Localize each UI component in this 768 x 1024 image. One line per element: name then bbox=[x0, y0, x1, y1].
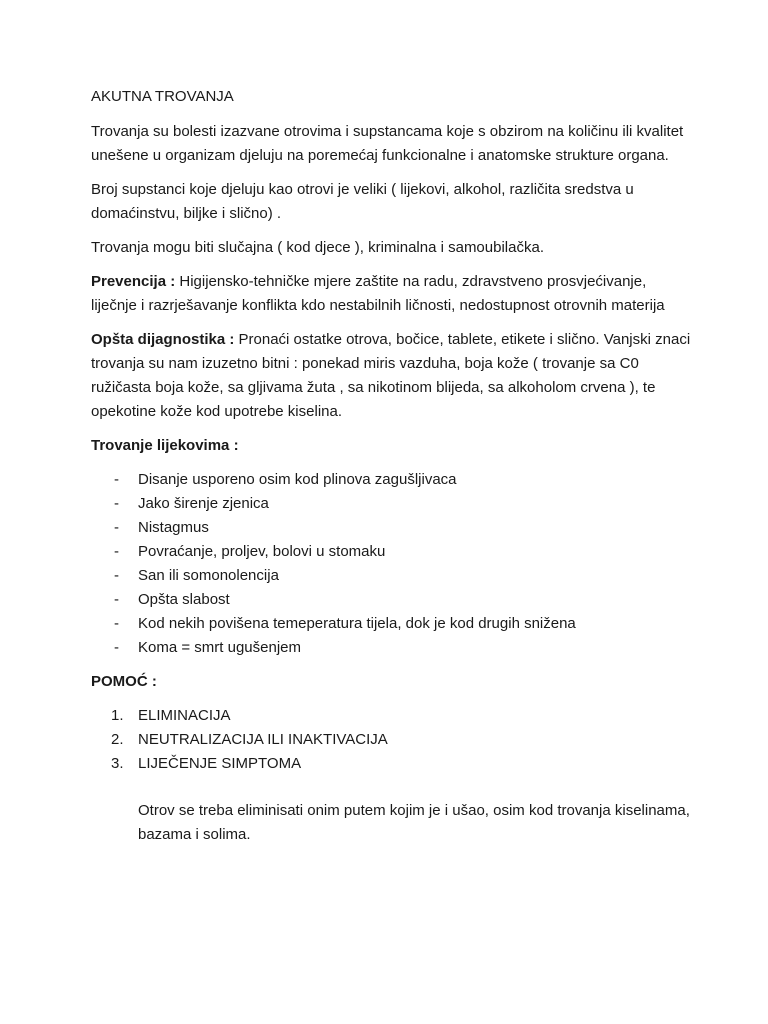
list-item bbox=[91, 540, 691, 564]
dash-marker: - bbox=[114, 639, 119, 656]
dash-marker: - bbox=[114, 519, 119, 536]
help-steps-list bbox=[91, 704, 691, 776]
symptom-text: Jako širenje zjenica bbox=[138, 495, 269, 512]
symptom-text: Nistagmus bbox=[138, 519, 209, 536]
list-item bbox=[91, 564, 691, 588]
poisoning-types-paragraph: Trovanja mogu biti slučajna ( kod djece ), kriminalna i samoubilačka. bbox=[91, 239, 544, 256]
help-heading: POMOĆ : bbox=[91, 673, 157, 690]
number-marker: 1. bbox=[111, 707, 124, 724]
prevention-paragraph bbox=[91, 270, 691, 318]
dash-marker: - bbox=[114, 543, 119, 560]
diagnostics-paragraph bbox=[91, 328, 691, 424]
symptom-text: San ili somonolencija bbox=[138, 567, 279, 584]
substances-paragraph: Broj supstanci koje djeluju kao otrovi je veliki ( lijekovi, alkohol, različita sredstva u domaćinstvu, biljke i slično) . bbox=[91, 181, 634, 222]
prevention-text: Higijensko-tehničke mjere zaštite na radu, zdravstveno prosvjećivanje, liječnje i razrješavanje konflikta kdo nestabilnih ličnosti, nedostupnost otrovnih materija bbox=[91, 273, 665, 314]
list-item bbox=[91, 612, 691, 636]
step-text: LIJEČENJE SIMPTOMA bbox=[138, 755, 302, 772]
dash-marker: - bbox=[114, 471, 119, 488]
document-body bbox=[91, 85, 691, 857]
elimination-note: Otrov se treba eliminisati onim putem kojim je i ušao, osim kod trovanja kiselinama, bazama i solima. bbox=[138, 802, 690, 843]
number-marker: 2. bbox=[111, 731, 124, 748]
list-item bbox=[91, 492, 691, 516]
intro-paragraph: Trovanja su bolesti izazvane otrovima i supstancama koje s obzirom na količinu ili kvalitet unešene u organizam djeluju na poremećaj funkcionalne i anatomske strukture organa. bbox=[91, 123, 684, 164]
list-item bbox=[91, 728, 691, 752]
symptom-text: Opšta slabost bbox=[138, 591, 230, 608]
dash-marker: - bbox=[114, 591, 119, 608]
diagnostics-text: Pronaći ostatke otrova, bočice, tablete, etikete i slično. Vanjski znaci trovanja su nam izuzetno bitni : ponekad miris vazduha, boja kože ( trovanje sa C0 ružičasta boja kože, sa gljivama žuta , sa nikotinom blijeda, sa alkoholom crvena ), te opekotine kože kod upotrebe kiselina. bbox=[91, 331, 691, 420]
list-item bbox=[91, 588, 691, 612]
symptom-list bbox=[91, 468, 691, 660]
step-text: ELIMINACIJA bbox=[138, 707, 231, 724]
list-item bbox=[91, 752, 691, 776]
list-item bbox=[91, 636, 691, 660]
list-item bbox=[91, 468, 691, 492]
symptom-text: Disanje usporeno osim kod plinova zagušljivaca bbox=[138, 471, 457, 488]
step-text: NEUTRALIZACIJA ILI INAKTIVACIJA bbox=[138, 731, 388, 748]
number-marker: 3. bbox=[111, 755, 124, 772]
dash-marker: - bbox=[114, 495, 119, 512]
symptom-text: Kod nekih povišena temeperatura tijela, dok je kod drugih snižena bbox=[138, 615, 576, 632]
diagnostics-label: Opšta dijagnostika : bbox=[91, 331, 235, 348]
dash-marker: - bbox=[114, 567, 119, 584]
list-item bbox=[91, 704, 691, 728]
list-item bbox=[91, 516, 691, 540]
drug-poisoning-heading: Trovanje lijekovima : bbox=[91, 437, 239, 454]
symptom-text: Povraćanje, proljev, bolovi u stomaku bbox=[138, 543, 386, 560]
dash-marker: - bbox=[114, 615, 119, 632]
document-title: AKUTNA TROVANJA bbox=[91, 88, 234, 105]
prevention-label: Prevencija : bbox=[91, 273, 176, 290]
symptom-text: Koma = smrt ugušenjem bbox=[138, 639, 301, 656]
